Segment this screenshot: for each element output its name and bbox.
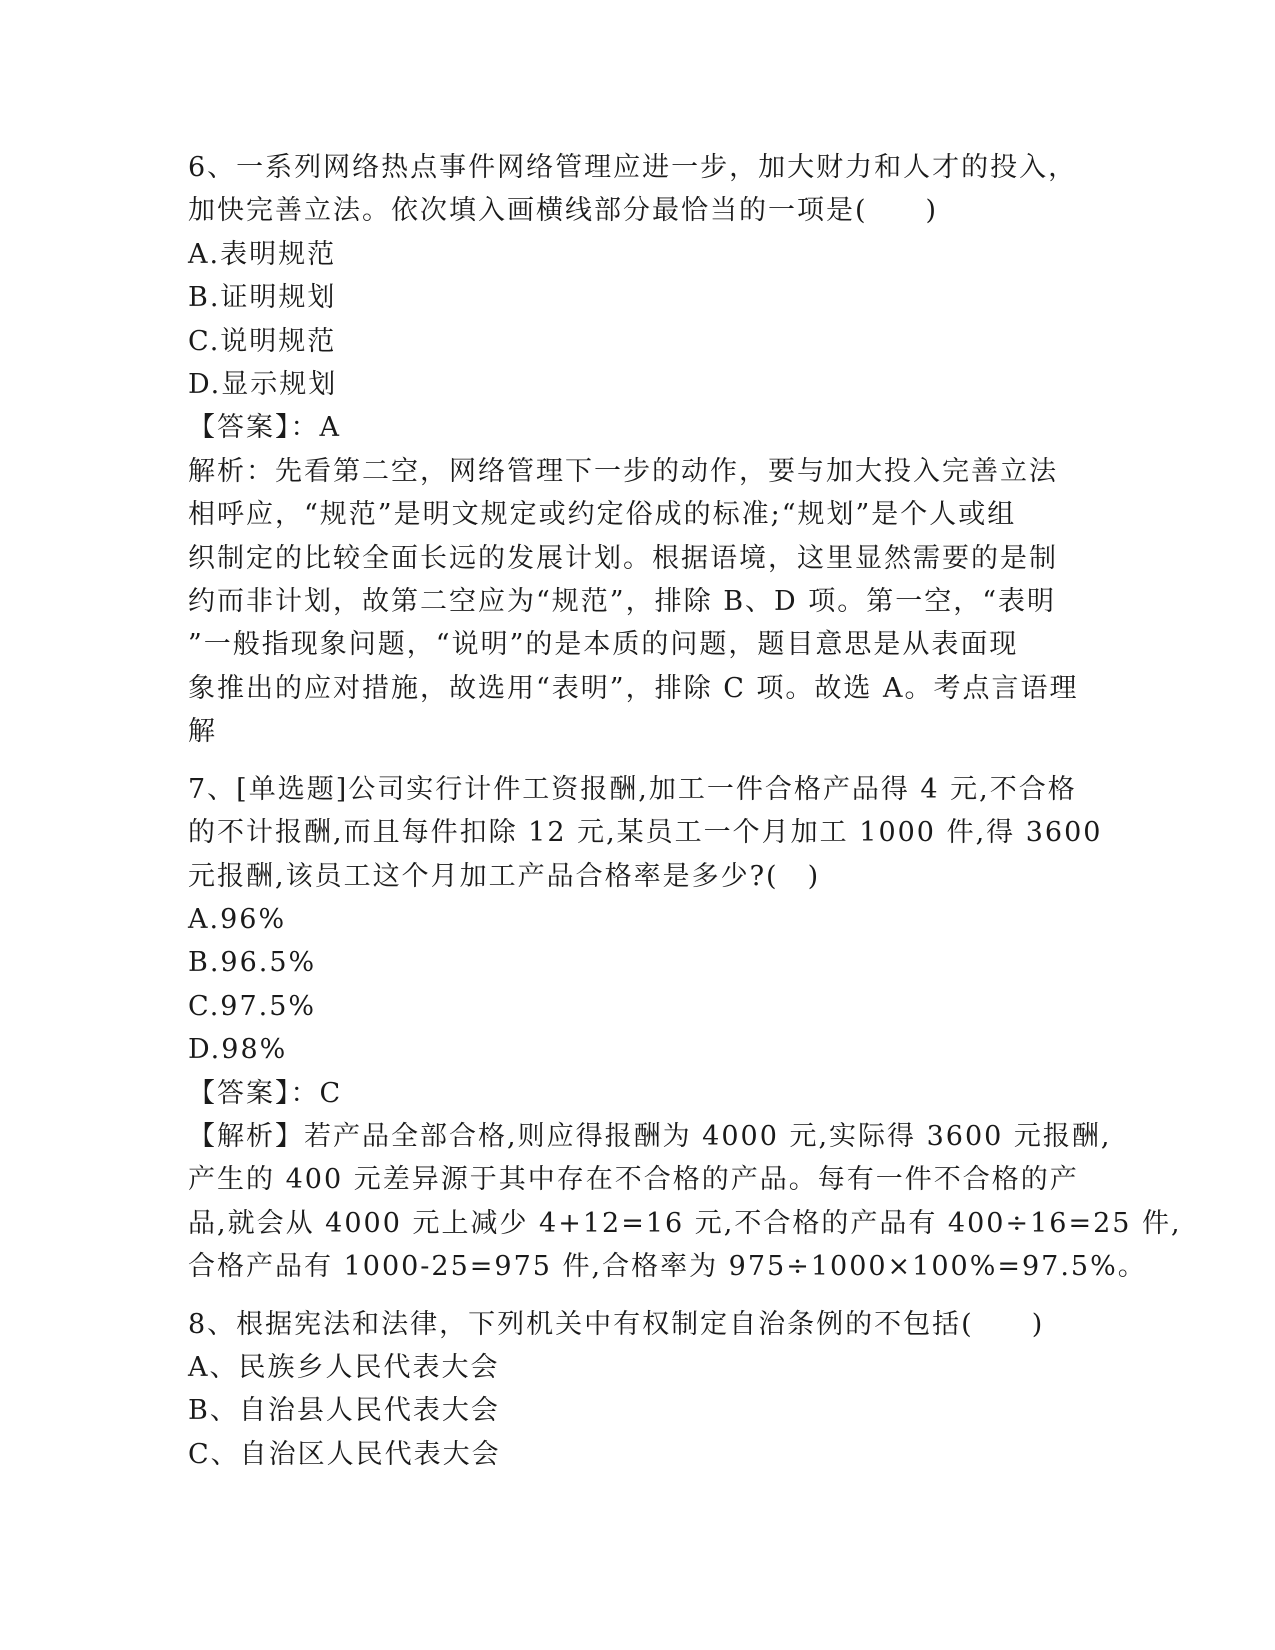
answer-line: 【答案】：A <box>188 412 341 444</box>
document-page <box>188 146 1182 1476</box>
analysis-line: 合格产品有 1000-25=975 件,合格率为 975÷1000×100%=97.5%。 <box>188 1251 1147 1283</box>
analysis-line: 象推出的应对措施，故选用“表明”，排除 C 项。故选 A。考点言语理 <box>188 672 1079 704</box>
option-a: A.96% <box>188 903 287 935</box>
option-a: A、民族乡人民代表大会 <box>188 1351 500 1383</box>
option-c: C.97.5% <box>188 990 317 1022</box>
option-b: B.96.5% <box>188 947 317 979</box>
option-b: B.证明规划 <box>188 282 337 314</box>
question-stem-line: 元报酬,该员工这个月加工产品合格率是多少?( ) <box>188 860 821 892</box>
question-stem-line: 7、[单选题]公司实行计件工资报酬,加工一件合格产品得 4 元,不合格 <box>188 773 1077 805</box>
option-c: C.说明规范 <box>188 325 337 357</box>
question-stem-line: 加快完善立法。依次填入画横线部分最恰当的一项是( ) <box>188 195 939 227</box>
option-a: A.表明规范 <box>188 238 337 270</box>
analysis-line: ”一般指现象问题，“说明”的是本质的问题，题目意思是从表面现 <box>188 629 1019 661</box>
option-c: C、自治区人民代表大会 <box>188 1438 501 1470</box>
question-7 <box>188 768 1182 1289</box>
option-d: D.显示规划 <box>188 369 338 401</box>
analysis-line: 解 <box>188 716 217 748</box>
question-stem-line: 8、根据宪法和法律，下列机关中有权制定自治条例的不包括( ) <box>188 1308 1045 1340</box>
option-d: D.98% <box>188 1034 288 1066</box>
question-spacer <box>188 754 1088 768</box>
analysis-line: 品,就会从 4000 元上减少 4+12=16 元,不合格的产品有 400÷16=25 件, <box>188 1207 1182 1239</box>
question-8 <box>188 1303 1088 1477</box>
analysis-line: 产生的 400 元差异源于其中存在不合格的产品。每有一件不合格的产 <box>188 1164 1079 1196</box>
question-stem-line: 6、一系列网络热点事件网络管理应进一步，加大财力和人才的投入， <box>188 152 1078 183</box>
question-6 <box>188 146 1088 754</box>
analysis-line: 解析：先看第二空，网络管理下一步的动作，要与加大投入完善立法 <box>188 455 1058 487</box>
analysis-line: 【解析】若产品全部合格,则应得报酬为 4000 元,实际得 3600 元报酬, <box>188 1120 1112 1152</box>
question-stem-line: 的不计报酬,而且每件扣除 12 元,某员工一个月加工 1000 件,得 3600 <box>188 817 1103 849</box>
analysis-line: 织制定的比较全面长远的发展计划。根据语境，这里显然需要的是制 <box>188 542 1058 574</box>
analysis-line: 约而非计划，故第二空应为“规范”，排除 B、D 项。第一空，“表明 <box>188 586 1057 618</box>
question-spacer <box>188 1289 1088 1303</box>
option-b: B、自治县人民代表大会 <box>188 1395 500 1427</box>
answer-line: 【答案】：C <box>188 1077 343 1109</box>
analysis-line: 相呼应，“规范”是明文规定或约定俗成的标准;“规划”是个人或组 <box>188 499 1017 531</box>
